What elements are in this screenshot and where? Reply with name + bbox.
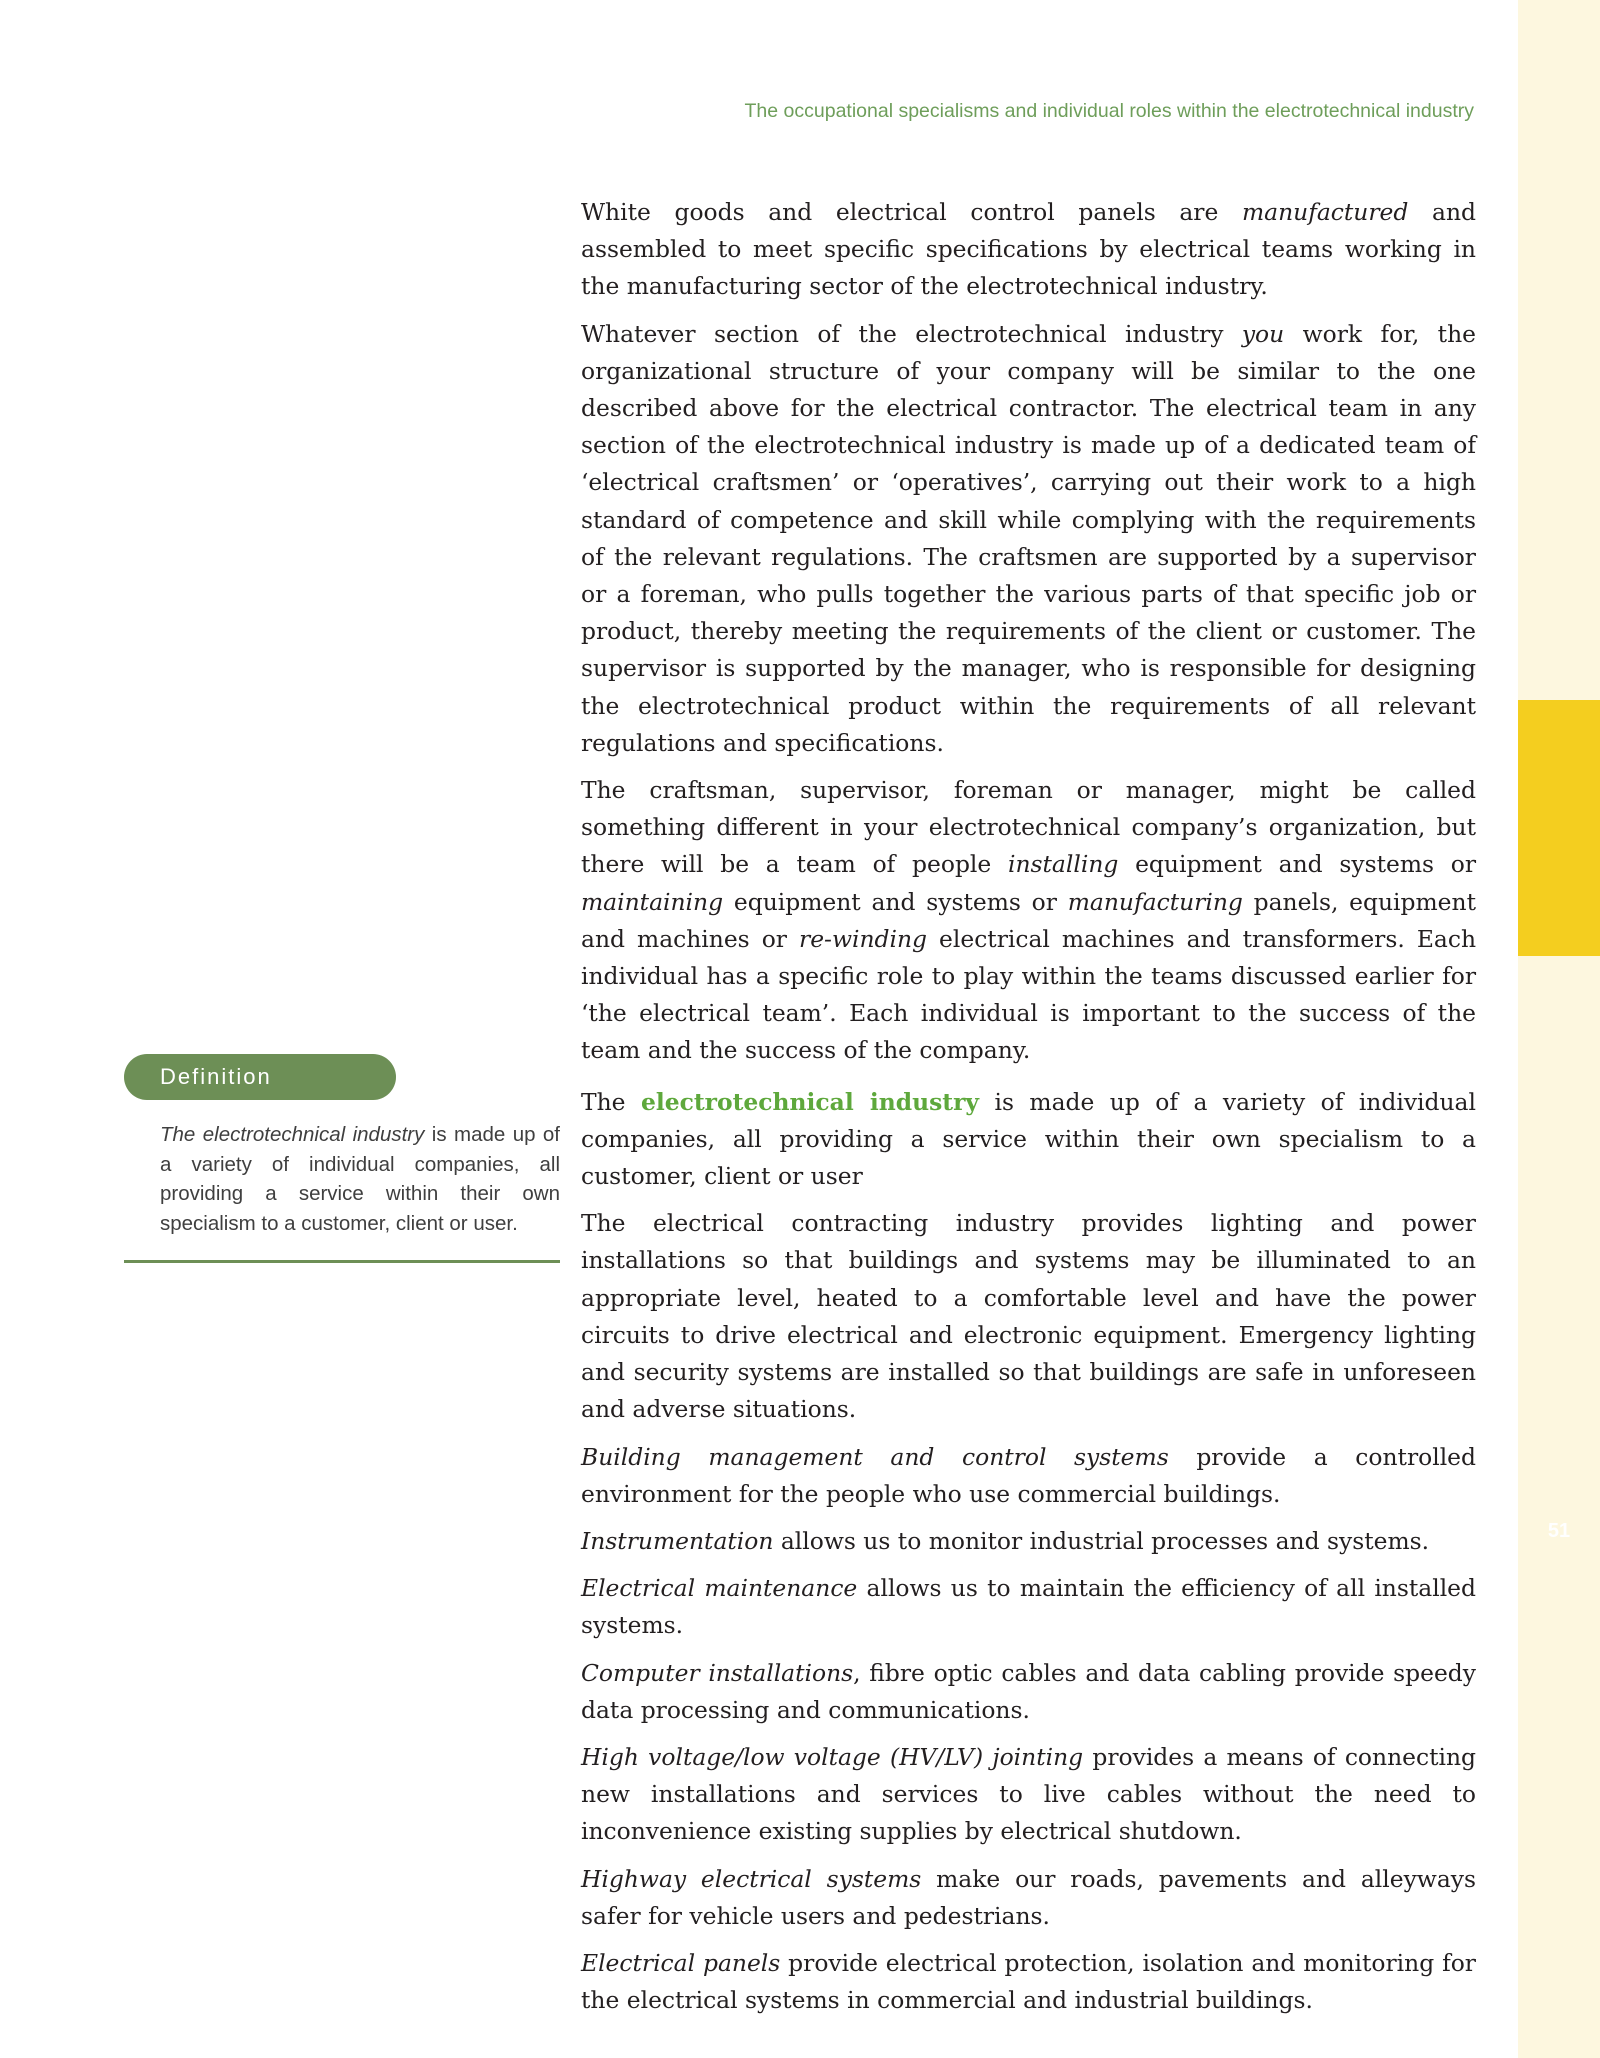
p3-emphasis-manufacturing: manufacturing [1067, 887, 1243, 916]
running-head: The occupational specialisms and individual roles within the electrotechnical industry [744, 100, 1474, 122]
side-band [1518, 0, 1600, 2058]
definition-rest: is made up of a variety of individual companies, all providing a service within their own specialism to a customer, client or user. [160, 1123, 561, 1235]
paragraph-3 [581, 772, 1476, 1070]
paragraph-5: The electrical contracting industry provides lighting and power installations so that buildings and systems may be illuminated to an appropriate level, heated to a comfortable level and have the power circuits to drive electrical and electronic equipment. Emergency lighting and security systems are installed so that buildings are safe in unforeseen and adverse situations. [581, 1209, 1476, 1424]
paragraph-11 [581, 1861, 1476, 1935]
paragraph-6 [581, 1439, 1476, 1513]
p3-text: The craftsman, supervisor, foreman or manager, might be called something different in your electrotechnical company’s organization, but there will be a team of people [581, 776, 1476, 879]
definition-rule [124, 1260, 560, 1263]
p1-emphasis: manufactured [1241, 198, 1409, 226]
paragraph-12 [581, 1945, 1476, 2019]
p9-term: Computer installations [581, 1658, 854, 1687]
p3-text: equipment and systems or [1118, 850, 1476, 879]
p12-text: provide electrical protection, isolation and monitoring for the electrical systems in commercial and industrial buildings. [581, 1948, 1476, 2015]
p3-emphasis-installing: installing [1007, 850, 1119, 879]
p4-text-end: is made up of a variety of individual companies, all providing a service within their own specialism to a customer, client or user [581, 1087, 1476, 1191]
p7-text: allows us to monitor industrial processes and systems. [773, 1526, 1430, 1555]
paragraph-2 [581, 316, 1476, 762]
p1-text-end: and assembled to meet specific specifications by electrical teams working in the manufacturing sector of the electrotechnical industry. [581, 198, 1477, 301]
p11-term: Highway electrical systems [581, 1864, 922, 1893]
page-number: 51 [1547, 1520, 1571, 1542]
paragraph-8 [581, 1570, 1476, 1644]
key-term-electrotechnical-industry: electrotechnical industry [640, 1087, 980, 1116]
p6-text: provide a controlled environment for the people who use commercial buildings. [581, 1442, 1476, 1508]
paragraph-7 [581, 1523, 1476, 1560]
p3-text: panels, equipment and machines or [581, 887, 1476, 953]
p8-term: Electrical maintenance [581, 1574, 858, 1603]
p3-emphasis-rewinding: re-winding [799, 924, 928, 953]
page-tab [1518, 700, 1600, 1542]
p8-text: allows us to maintain the efficiency of all installed systems. [581, 1574, 1476, 1640]
definition-term: The electrotechnical industry [160, 1123, 425, 1146]
definition-text [160, 1120, 560, 1238]
p3-text: equipment and systems or [723, 887, 1068, 916]
p11-text: make our roads, pavements and alleyways safer for vehicle users and pedestrians. [581, 1864, 1476, 1930]
p12-term: Electrical panels [581, 1948, 781, 1977]
p1-text: White goods and electrical control panels are [581, 198, 1242, 226]
paragraph-10 [581, 1739, 1476, 1851]
main-text [581, 194, 1476, 2029]
p3-text-end: electrical machines and transformers. Each individual has a specific role to play within the teams discussed earlier for ‘the electrical team’. Each individual is important to the success of the team and the success of the company. [581, 924, 1477, 1065]
p7-term: Instrumentation [581, 1526, 774, 1555]
p9-text: , fibre optic cables and data cabling provide speedy data processing and communications. [581, 1658, 1476, 1724]
paragraph-9 [581, 1655, 1476, 1729]
paragraph-4 [581, 1084, 1476, 1196]
p2-text-end: work for, the organizational structure of your company will be similar to the one described above for the electrical contractor. The electrical team in any section of the electrotechnical industry is made up of a dedicated team of ‘electrical craftsmen’ or ‘operatives’, carrying out their work to a high standard of competence and skill while complying with the requirements of the relevant regulations. The craftsmen are supported by a supervisor or a foreman, who pulls together the various parts of that specific job or product, thereby meeting the requirements of the client or customer. The supervisor is supported by the manager, who is responsible for designing the electrotechnical product within the requirements of all relevant regulations and specifications. [581, 319, 1476, 757]
p2-text: Whatever section of the electrotechnical industry [581, 319, 1242, 348]
paragraph-1 [581, 194, 1476, 306]
p2-emphasis: you [1241, 319, 1285, 348]
definition-label: Definition [124, 1054, 396, 1100]
p3-emphasis-maintaining: maintaining [581, 887, 724, 916]
p10-term: High voltage/low voltage (HV/LV) jointing [581, 1742, 1084, 1771]
p6-term: Building management and control systems [581, 1442, 1169, 1471]
p10-text: provides a means of connecting new installations and services to live cables without the need to inconvenience existing supplies by electrical shutdown. [581, 1742, 1476, 1846]
definition-box [124, 1054, 560, 1263]
p4-text: The [581, 1087, 641, 1116]
